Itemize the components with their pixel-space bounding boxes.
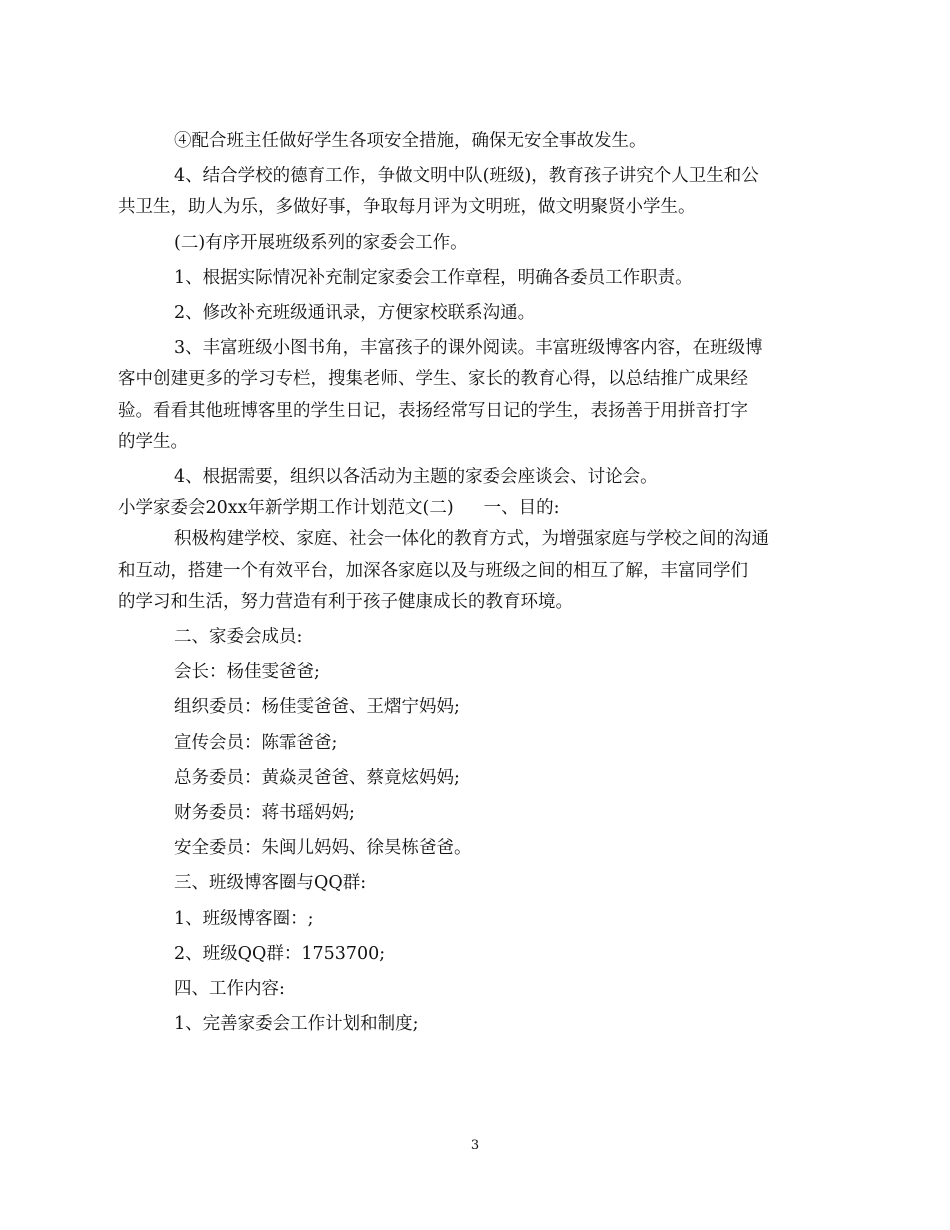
paragraph: 1、班级博客圈：; xyxy=(174,908,314,929)
paragraph: 3、丰富班级小图书角，丰富孩子的课外阅读。丰富班级博客内容，在班级博 xyxy=(174,338,763,359)
member-line: 安全委员：朱闽儿妈妈、徐昊栋爸爸。 xyxy=(174,838,472,859)
paragraph: ④配合班主任做好学生各项安全措施，确保无安全事故发生。 xyxy=(174,131,647,151)
paragraph: 1、完善家委会工作计划和制度; xyxy=(174,1014,419,1035)
member-line: 组织委员：杨佳雯爸爸、王熠宁妈妈; xyxy=(174,697,460,718)
document-title: 小学家委会20xx年新学期工作计划范文(二) xyxy=(118,498,454,519)
paragraph-continuation: 共卫生，助人为乐，多做好事，争取每月评为文明班，做文明聚贤小学生。 xyxy=(118,197,696,218)
section-heading: 三、班级博客圈与QQ群: xyxy=(174,873,367,894)
member-line: 宣传会员：陈霏爸爸; xyxy=(174,732,338,753)
member-line: 财务委员：蒋书瑶妈妈; xyxy=(174,803,355,824)
member-line: 会长：杨佳雯爸爸; xyxy=(174,662,320,683)
section-heading: 二、家委会成员: xyxy=(174,627,303,648)
paragraph-continuation: 的学习和生活，努力营造有利于孩子健康成长的教育环境。 xyxy=(118,591,573,612)
paragraph: 积极构建学校、家庭、社会一体化的教育方式，为增强家庭与学校之间的沟通 xyxy=(174,529,769,550)
section-heading: (二)有序开展班级系列的家委会工作。 xyxy=(174,232,468,253)
paragraph: 1、根据实际情况补充制定家委会工作章程，明确各委员工作职责。 xyxy=(174,267,693,288)
paragraph: 4、结合学校的德育工作，争做文明中队(班级)，教育孩子讲究个人卫生和公 xyxy=(174,166,759,187)
section-heading: 四、工作内容: xyxy=(174,979,285,1000)
paragraph-continuation: 和互动，搭建一个有效平台，加深各家庭以及与班级之间的相互了解，丰富同学们 xyxy=(118,560,748,581)
paragraph-continuation: 客中创建更多的学习专栏，搜集老师、学生、家长的教育心得，以总结推广成果经 xyxy=(118,369,748,390)
member-line: 总务委员：黄焱灵爸爸、蔡竟炫妈妈; xyxy=(174,767,460,788)
paragraph: 2、班级QQ群：1753700; xyxy=(174,943,386,964)
paragraph: 2、修改补充班级通讯录，方便家校联系沟通。 xyxy=(174,303,536,324)
paragraph-continuation: 验。看看其他班博客里的学生日记，表扬经常写日记的学生，表扬善于用拼音打字 xyxy=(118,400,748,421)
section-heading: 一、目的: xyxy=(483,498,560,519)
paragraph: 4、根据需要，组织以各活动为主题的家委会座谈会、讨论会。 xyxy=(174,467,658,488)
paragraph-continuation: 的学生。 xyxy=(118,431,188,452)
document-body xyxy=(118,126,830,1040)
page-number: 3 xyxy=(470,1138,480,1153)
document-title-line xyxy=(118,493,830,524)
